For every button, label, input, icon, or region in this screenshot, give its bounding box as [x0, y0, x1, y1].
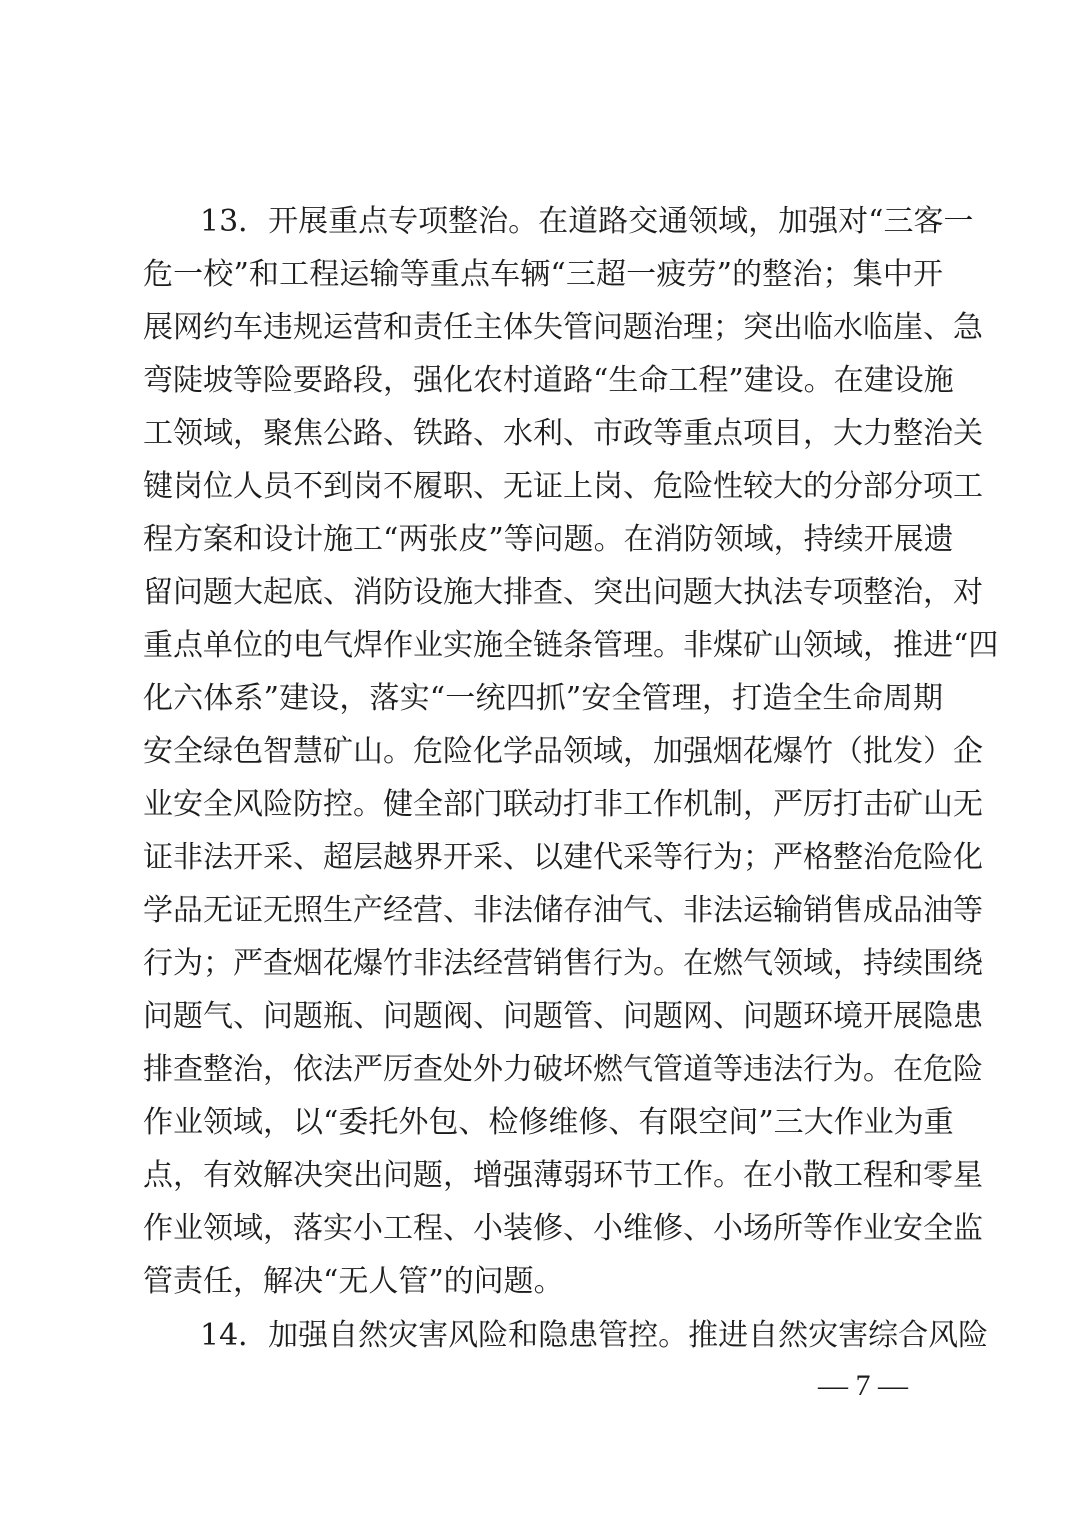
paragraph-13-line-8: 留问题大起底、消防设施大排查、突出问题大执法专项整治，对 — [143, 575, 983, 610]
paragraph-13-line-10: 化六体系”建设，落实“一统四抓”安全管理，打造全生命周期 — [143, 681, 943, 716]
paragraph-13-line-2: 危一校”和工程运输等重点车辆“三超一疲劳”的整治；集中开 — [143, 257, 943, 292]
page-number: — 7 — — [818, 1369, 908, 1402]
paragraph-13-line-15: 行为；严查烟花爆竹非法经营销售行为。在燃气领域，持续围绕 — [143, 946, 983, 981]
paragraph-13-line-11: 安全绿色智慧矿山。危险化学品领域，加强烟花爆竹（批发）企 — [143, 734, 983, 769]
paragraph-13-line-12: 业安全风险防控。健全部门联动打非工作机制，严厉打击矿山无 — [143, 787, 983, 822]
paragraph-13-line-6: 键岗位人员不到岗不履职、无证上岗、危险性较大的分部分项工 — [143, 469, 983, 504]
paragraph-13-line-16: 问题气、问题瓶、问题阀、问题管、问题网、问题环境开展隐患 — [143, 999, 983, 1034]
paragraph-14-line-1: 14．加强自然灾害风险和隐患管控。推进自然灾害综合风险 — [200, 1318, 989, 1353]
paragraph-13-line-20: 作业领域，落实小工程、小装修、小维修、小场所等作业安全监 — [143, 1211, 983, 1246]
paragraph-13-line-5: 工领域，聚焦公路、铁路、水利、市政等重点项目，大力整治关 — [143, 416, 983, 451]
paragraph-13-line-17: 排查整治，依法严厉查处外力破坏燃气管道等违法行为。在危险 — [143, 1052, 983, 1087]
paragraph-13-line-7: 程方案和设计施工“两张皮”等问题。在消防领域，持续开展遗 — [143, 522, 954, 557]
paragraph-13-line-19: 点，有效解决突出问题，增强薄弱环节工作。在小散工程和零星 — [143, 1158, 983, 1193]
paragraph-13-line-3: 展网约车违规运营和责任主体失管问题治理；突出临水临崖、急 — [143, 310, 983, 345]
paragraph-13-line-13: 证非法开采、超层越界开采、以建代采等行为；严格整治危险化 — [143, 840, 983, 875]
paragraph-13-line-9: 重点单位的电气焊作业实施全链条管理。非煤矿山领域，推进“四 — [143, 628, 999, 663]
paragraph-13-line-14: 学品无证无照生产经营、非法储存油气、非法运输销售成品油等 — [143, 893, 983, 928]
paragraph-13-line-18: 作业领域，以“委托外包、检修维修、有限空间”三大作业为重 — [143, 1105, 954, 1140]
paragraph-13-line-1: 13．开展重点专项整治。在道路交通领域，加强对“三客一 — [200, 204, 974, 239]
paragraph-13-line-21: 管责任，解决“无人管”的问题。 — [143, 1264, 564, 1299]
paragraph-13-line-4: 弯陡坡等险要路段，强化农村道路“生命工程”建设。在建设施 — [143, 363, 954, 398]
